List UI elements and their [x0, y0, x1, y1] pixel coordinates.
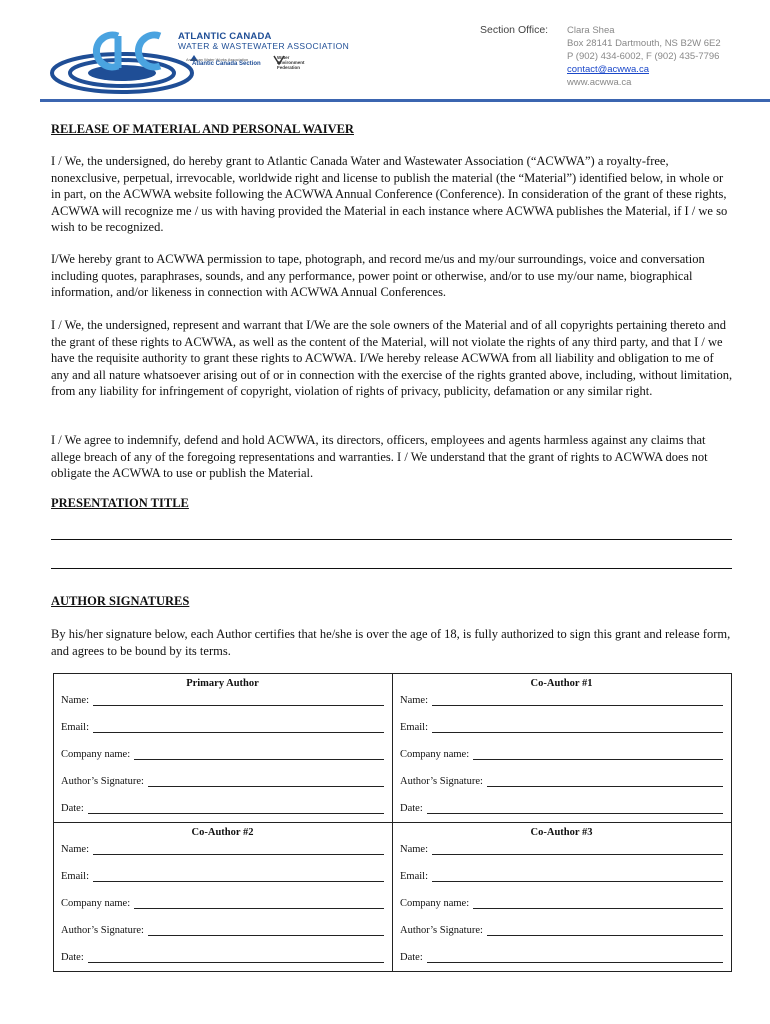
company-label: Company name:	[61, 898, 131, 909]
release-paragraph-3: I / We, the undersigned, represent and warrant that I/We are the sole owners of the Material and of all copyrights pertaining thereto and the grant of these rights to ACWWA, as well as the content of the Material, will not violate the rights of any third party, and that I / we have the requisite authority to grant these rights to ACWWA. I/We hereby release ACWWA from all liability and obligation to me of any and all nature whatsoever arising out of or in connection with the exercise of the rights granted above, including, without limitation, from any liability for infringement of copyright, violation of rights of privacy, publicity, defamation or any similar right.	[51, 318, 733, 398]
signature-label: Author’s Signature:	[400, 925, 483, 936]
date-label: Date:	[61, 952, 84, 963]
name-label: Name:	[400, 844, 428, 855]
header-divider	[40, 99, 770, 102]
primary-author-date-field[interactable]	[88, 803, 384, 814]
name-label: Name:	[61, 844, 89, 855]
date-label: Date:	[400, 952, 423, 963]
co-author-3-title: Co-Author #3	[530, 827, 593, 838]
primary-author-name-field[interactable]	[93, 695, 384, 706]
date-label: Date:	[400, 803, 423, 814]
author-signatures-intro: By his/her signature below, each Author certifies that he/she is over the age of 18, is fully authorized to sign this grant and release form, and agrees to be bound by its terms.	[51, 627, 731, 658]
co-author-3-signature-field[interactable]	[487, 925, 723, 936]
co-author-3-email-field[interactable]	[432, 871, 723, 882]
primary-author-company-field[interactable]	[134, 749, 384, 760]
release-paragraph-1: I / We, the undersigned, do hereby grant to Atlantic Canada Water and Wastewater Association (“ACWWA”) a royalty-free, nonexclusive, perpetual, irrevocable, worldwide right and license to publish the material (the “Material”) identified below, in whole or in part, on the ACWWA website following the ACWWA Annual Conference (Conference). In consideration of the grant of these rights, ACWWA will recognize me / us with having provided the Material in each instance where ACWWA publishes the Material, if I / we so wish to be recognized.	[51, 154, 728, 234]
logo-subtitle: WATER & WASTEWATER ASSOCIATION	[178, 41, 350, 51]
wef-name: Water Environment Federation	[277, 55, 305, 70]
co-author-1-block	[393, 674, 732, 823]
signature-label: Author’s Signature:	[61, 776, 144, 787]
co-author-3-name-field[interactable]	[432, 844, 723, 855]
logo-title: ATLANTIC CANADA	[178, 31, 272, 42]
co-author-1-email-field[interactable]	[432, 722, 723, 733]
office-contact-name: Clara Shea	[567, 25, 615, 36]
co-author-2-signature-field[interactable]	[148, 925, 384, 936]
company-label: Company name:	[400, 749, 470, 760]
primary-author-signature-field[interactable]	[148, 776, 384, 787]
co-author-2-company-field[interactable]	[134, 898, 384, 909]
co-author-1-company-field[interactable]	[473, 749, 723, 760]
email-label: Email:	[400, 871, 428, 882]
release-paragraph-2: I/We hereby grant to ACWWA permission to tape, photograph, and record me/us and my/our surroundings, voice and conversation including quotes, paraphrases, sounds, and any performance, power point or otherwise, and/or to use my/our name, biographical information, and/or likeness in connection with ACWWA Annual Conferences.	[51, 252, 705, 299]
email-label: Email:	[400, 722, 428, 733]
co-author-2-title: Co-Author #2	[191, 827, 254, 838]
company-label: Company name:	[400, 898, 470, 909]
co-author-2-name-field[interactable]	[93, 844, 384, 855]
signature-label: Author’s Signature:	[61, 925, 144, 936]
co-author-3-date-field[interactable]	[427, 952, 723, 963]
co-author-1-date-field[interactable]	[427, 803, 723, 814]
awwa-label: American Water Works Association	[186, 57, 249, 62]
office-website: www.acwwa.ca	[567, 77, 632, 88]
author-signatures-heading: AUTHOR SIGNATURES	[51, 594, 190, 608]
co-author-1-name-field[interactable]	[432, 695, 723, 706]
office-phone-fax: P (902) 434-6002, F (902) 435-7796	[567, 51, 720, 62]
awwa-section-name: Atlantic Canada Section	[192, 61, 261, 67]
co-author-3-company-field[interactable]	[473, 898, 723, 909]
co-author-3-block	[393, 823, 732, 972]
name-label: Name:	[61, 695, 89, 706]
presentation-title-heading: PRESENTATION TITLE	[51, 496, 189, 510]
co-author-2-email-field[interactable]	[93, 871, 384, 882]
signature-label: Author’s Signature:	[400, 776, 483, 787]
office-email-link[interactable]: contact@acwwa.ca	[567, 64, 649, 75]
release-heading: RELEASE OF MATERIAL AND PERSONAL WAIVER	[51, 122, 354, 136]
office-address: Box 28141 Dartmouth, NS B2W 6E2	[567, 38, 721, 49]
co-author-1-title: Co-Author #1	[530, 678, 593, 689]
primary-author-title: Primary Author	[186, 678, 259, 689]
date-label: Date:	[61, 803, 84, 814]
presentation-title-line-2[interactable]	[51, 568, 732, 569]
co-author-1-signature-field[interactable]	[487, 776, 723, 787]
presentation-title-line-1[interactable]	[51, 539, 732, 540]
co-author-2-date-field[interactable]	[88, 952, 384, 963]
author-signature-table	[53, 673, 732, 972]
co-author-2-block	[54, 823, 393, 972]
release-paragraph-4: I / We agree to indemnify, defend and hold ACWWA, its directors, officers, employees and agents harmless against any claims that allege breach of any of the foregoing representations and warranties. I / We understand that the grant of rights to ACWWA does not obligate the ACWWA to use or publish the Material.	[51, 433, 708, 480]
email-label: Email:	[61, 871, 89, 882]
primary-author-email-field[interactable]	[93, 722, 384, 733]
section-office-label: Section Office:	[480, 24, 549, 36]
name-label: Name:	[400, 695, 428, 706]
office-address-block	[567, 24, 721, 89]
company-label: Company name:	[61, 749, 131, 760]
email-label: Email:	[61, 722, 89, 733]
primary-author-block	[54, 674, 393, 823]
